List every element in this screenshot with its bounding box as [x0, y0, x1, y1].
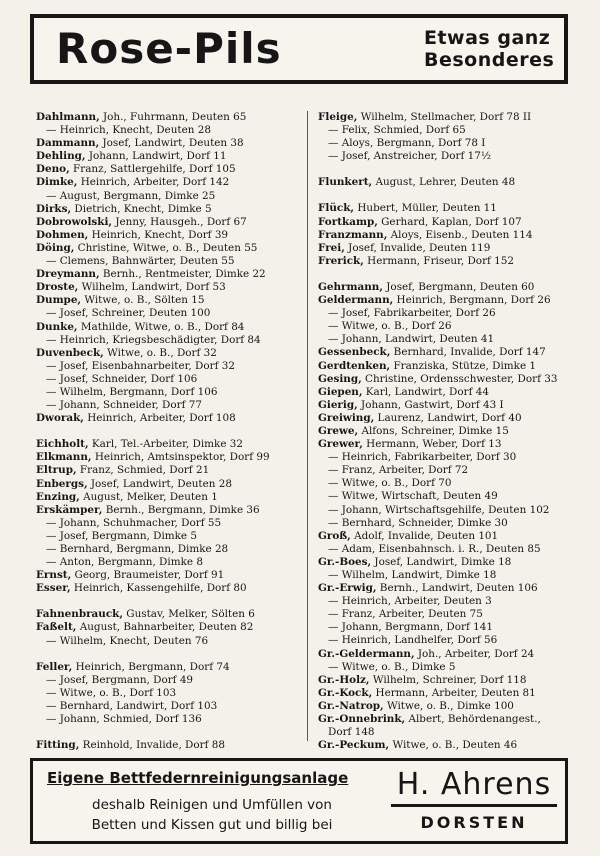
entry-details: Albert, Behördenangest.,: [405, 713, 541, 726]
entry-details: — Josef, Schneider, Dorf 106: [46, 372, 198, 385]
directory-entry: [36, 216, 308, 229]
directory-entry: [318, 464, 590, 477]
entry-surname: Fitting,: [36, 739, 80, 752]
ad-slogan-line-2: Besonderes: [424, 49, 555, 71]
entry-details: — Bernhard, Schneider, Dimke 30: [328, 516, 508, 529]
directory-entry: [36, 176, 308, 189]
entry-surname: Gr.-Onnebrink,: [318, 713, 406, 726]
directory-entry: [36, 111, 308, 124]
entry-surname: Gr.-Natrop,: [318, 699, 384, 712]
entry-surname: Dahlmann,: [36, 111, 100, 123]
entry-surname: Greiwing,: [318, 411, 375, 424]
entry-details: Josef, Invalide, Deuten 119: [344, 241, 491, 254]
entry-details: Heinrich, Kassengehilfe, Dorf 80: [70, 582, 247, 595]
directory-entry: [318, 674, 590, 687]
column-divider: [307, 111, 308, 741]
entry-surname: Ernst,: [36, 569, 72, 582]
directory-entry: [36, 307, 308, 320]
entry-surname: Gerdtenken,: [318, 359, 391, 372]
entry-surname: Flunkert,: [318, 176, 373, 189]
entry-details: — Johann, Bergmann, Dorf 141: [328, 621, 493, 634]
entry-surname: Franzmann,: [318, 228, 388, 241]
entry-details: — Wilhelm, Landwirt, Dimke 18: [328, 569, 497, 581]
entry-surname: Gr.-Peckum,: [318, 739, 390, 752]
entry-surname: Gr.-Holz,: [318, 673, 370, 686]
directory-entry: [36, 242, 308, 255]
directory-entry: [36, 190, 308, 203]
entry-surname: Dreymann,: [36, 268, 100, 281]
entry-surname: Droste,: [36, 281, 79, 294]
directory-entry: [318, 373, 590, 386]
directory-entry: [318, 124, 590, 137]
entry-details: — Johann, Wirtschaftsgehilfe, Deuten 102: [328, 503, 550, 516]
entry-details: Bernhard, Invalide, Dorf 147: [390, 346, 546, 359]
directory-entry: [318, 438, 590, 451]
entry-details: — Wilhelm, Knecht, Deuten 76: [46, 634, 209, 647]
entry-surname: Dumpe,: [36, 294, 82, 307]
entry-details: — Johann, Landwirt, Deuten 41: [328, 333, 495, 346]
entry-details: — Bernhard, Landwirt, Dorf 103: [46, 699, 218, 712]
directory-entry: [318, 687, 590, 700]
entry-details: Heinrich, Bergmann, Dorf 74: [72, 660, 230, 673]
entry-details: Franz, Schmied, Dorf 21: [76, 464, 210, 477]
entry-details: — Felix, Schmied, Dorf 65: [328, 124, 466, 137]
entry-details: Mathilde, Witwe, o. B., Dorf 84: [77, 320, 245, 333]
entry-surname: Feller,: [36, 660, 73, 673]
directory-entry: [318, 320, 590, 333]
directory-entry: [36, 687, 308, 700]
entry-details: Heinrich, Bergmann, Dorf 26: [393, 294, 551, 307]
entry-surname: Frerick,: [318, 254, 364, 267]
directory-entry: [318, 504, 590, 517]
directory-entry: [36, 255, 308, 268]
ad-company-heading: Eigene Bettfedernreinigungsanlage: [47, 769, 349, 787]
bottom-advertisement: [30, 758, 568, 844]
directory-entry: [318, 661, 590, 674]
entry-details: Bernh., Rentmeister, Dimke 22: [99, 268, 266, 281]
directory-entry: [318, 399, 590, 412]
entry-details: Aloys, Eisenb., Deuten 114: [387, 228, 533, 241]
directory-entry: [36, 621, 308, 634]
directory-entry: [318, 648, 590, 661]
entry-details: Adolf, Invalide, Deuten 101: [350, 529, 499, 542]
directory-entry: [36, 360, 308, 373]
entry-details: — Wilhelm, Bergmann, Dorf 106: [46, 385, 218, 398]
entry-details: Karl, Landwirt, Dorf 44: [362, 385, 489, 398]
entry-surname: Gr.-Erwig,: [318, 582, 377, 595]
entry-details: August, Lehrer, Deuten 48: [372, 176, 516, 189]
directory-entry: [318, 700, 590, 713]
entry-details: — Johann, Schmied, Dorf 136: [46, 713, 202, 726]
directory-entry: [36, 137, 308, 150]
ad-slogan: [424, 27, 554, 71]
entry-surname: Gr.-Boes,: [318, 555, 372, 568]
directory-entry: [318, 621, 590, 634]
directory-entry: [318, 255, 590, 268]
directory-entry: [36, 569, 308, 582]
entry-surname: Geldermann,: [318, 294, 394, 307]
entry-details: Witwe, o. B., Dorf 32: [103, 346, 217, 359]
entry-surname: Fleige,: [318, 111, 358, 123]
directory-column-right: [318, 111, 590, 752]
directory-entry: [318, 530, 590, 543]
entry-details: — Franz, Arbeiter, Dorf 72: [328, 464, 469, 477]
entry-details: Wilhelm, Schreiner, Dorf 118: [369, 673, 527, 686]
entry-details: Heinrich, Amtsinspektor, Dorf 99: [91, 451, 270, 464]
entry-details: Heinrich, Arbeiter, Dorf 108: [83, 412, 236, 425]
entry-details: Heinrich, Arbeiter, Dorf 142: [77, 176, 230, 189]
entry-surname: Enbergs,: [36, 477, 88, 490]
directory-entry: [318, 569, 590, 582]
entry-surname: Fortkamp,: [318, 215, 378, 228]
entry-surname: Gierig,: [318, 398, 358, 411]
directory-entry: [36, 268, 308, 281]
entry-surname: Duvenbeck,: [36, 346, 104, 359]
entry-surname: Dobrowolski,: [36, 215, 113, 228]
entry-details: Alfons, Schreiner, Dimke 15: [358, 424, 509, 437]
directory-entry: [318, 543, 590, 556]
entry-details: — Heinrich, Fabrikarbeiter, Dorf 30: [328, 451, 517, 464]
entry-details: Josef, Landwirt, Deuten 38: [99, 137, 244, 150]
entry-surname: Döing,: [36, 241, 75, 254]
entry-details: — Clemens, Bahnwärter, Deuten 55: [46, 255, 235, 268]
entry-details: — Josef, Bergmann, Dimke 5: [46, 529, 197, 542]
entry-details: Witwe, o. B., Dimke 100: [383, 699, 514, 712]
ad-text-line-2: Betten und Kissen gut und billig bei: [91, 817, 333, 833]
entry-surname: Giepen,: [318, 385, 363, 398]
entry-details: — Heinrich, Landhelfer, Dorf 56: [328, 634, 498, 647]
directory-entry: [36, 582, 308, 595]
directory-entry: [36, 491, 308, 504]
entry-details: Bernh., Landwirt, Deuten 106: [376, 582, 538, 595]
entry-details: — August, Bergmann, Dimke 25: [46, 189, 216, 202]
directory-entry: [36, 373, 308, 386]
entry-details: — Aloys, Bergmann, Dorf 78 I: [328, 137, 486, 150]
entry-details: Christine, Ordensschwester, Dorf 33: [361, 372, 558, 385]
entry-details: Reinhold, Invalide, Dorf 88: [79, 739, 225, 752]
entry-details: Witwe, o. B., Sölten 15: [81, 294, 205, 307]
entry-details: Wilhelm, Landwirt, Dorf 53: [78, 281, 226, 294]
entry-details: — Josef, Eisenbahnarbeiter, Dorf 32: [46, 359, 235, 372]
entry-details: Franziska, Stütze, Dimke 1: [390, 359, 537, 372]
directory-entry: [36, 438, 308, 451]
entry-details: — Adam, Eisenbahnsch. i. R., Deuten 85: [328, 542, 541, 555]
entry-surname: Dirks,: [36, 202, 72, 215]
entry-details: Christine, Witwe, o. B., Deuten 55: [74, 241, 258, 254]
entry-surname: Fahnenbrauck,: [36, 608, 123, 621]
entry-details: Franz, Sattlergehilfe, Dorf 105: [69, 163, 236, 176]
entry-details: — Bernhard, Bergmann, Dimke 28: [46, 543, 229, 555]
directory-entry: [318, 281, 590, 294]
directory-entry: [318, 346, 590, 359]
directory-entry: [36, 478, 308, 491]
entry-details: Johann, Landwirt, Dorf 11: [85, 150, 227, 163]
directory-entry: [36, 517, 308, 530]
entry-details: — Johann, Schneider, Dorf 77: [46, 399, 202, 412]
entry-details: — Franz, Arbeiter, Deuten 75: [328, 608, 483, 621]
directory-entry: [318, 739, 590, 752]
entry-details: — Witwe, o. B., Dimke 5: [328, 660, 456, 673]
entry-surname: Groß,: [318, 529, 351, 542]
entry-details: Heinrich, Knecht, Dorf 39: [88, 228, 229, 241]
directory-entry: [318, 176, 590, 189]
entry-details: Hubert, Müller, Deuten 11: [354, 202, 497, 215]
directory-entry: [36, 412, 308, 425]
entry-surname: Faßelt,: [36, 621, 77, 634]
entry-details: Dorf 148: [328, 726, 375, 739]
directory-entry: [36, 608, 308, 621]
entry-details: — Josef, Fabrikarbeiter, Dorf 26: [328, 307, 496, 320]
entry-details: Dietrich, Knecht, Dimke 5: [71, 202, 212, 215]
directory-entry: [36, 674, 308, 687]
directory-entry: [36, 347, 308, 360]
directory-entry: [318, 517, 590, 530]
directory-entry: [36, 229, 308, 242]
entry-details: — Josef, Bergmann, Dorf 49: [46, 673, 194, 686]
entry-details: August, Melker, Deuten 1: [79, 490, 218, 503]
directory-entry: [36, 543, 308, 556]
ad-text-line-1: deshalb Reinigen und Umfüllen von: [92, 797, 332, 813]
directory-entry: [36, 150, 308, 163]
directory-entry: [36, 464, 308, 477]
ad-owner-name: H. Ahrens: [391, 767, 557, 807]
directory-entry: [36, 321, 308, 334]
entry-details: Josef, Landwirt, Deuten 28: [87, 477, 232, 490]
directory-entry: [318, 556, 590, 569]
entry-surname: Eichholt,: [36, 438, 89, 451]
directory-entry: [36, 386, 308, 399]
entry-details: August, Bahnarbeiter, Deuten 82: [76, 621, 254, 634]
directory-entry: [36, 661, 308, 674]
directory-entry: [36, 334, 308, 347]
directory-entry: [36, 163, 308, 176]
directory-entry: [36, 203, 308, 216]
entry-details: — Witwe, o. B., Dorf 103: [46, 686, 177, 699]
entry-surname: Enzing,: [36, 490, 80, 503]
directory-entry: [318, 582, 590, 595]
directory-entry: [36, 294, 308, 307]
entry-surname: Eltrup,: [36, 464, 77, 477]
directory-entry: [318, 137, 590, 150]
entry-details: — Heinrich, Arbeiter, Deuten 3: [328, 595, 492, 608]
directory-entry: [36, 504, 308, 517]
entry-surname: Gr.-Geldermann,: [318, 647, 415, 660]
entry-details: Josef, Bergmann, Deuten 60: [382, 280, 535, 293]
entry-details: Josef, Landwirt, Dimke 18: [371, 555, 512, 568]
entry-details: Karl, Tel.-Arbeiter, Dimke 32: [88, 438, 244, 451]
entry-surname: Esser,: [36, 582, 71, 595]
directory-entry: [318, 150, 590, 163]
directory-entry: [318, 216, 590, 229]
directory-entry: [36, 635, 308, 648]
directory-entry: [318, 386, 590, 399]
entry-details: Bernh., Bergmann, Dimke 36: [102, 503, 260, 516]
ad-brand-name: Rose-Pils: [56, 24, 282, 73]
entry-surname: Gr.-Kock,: [318, 686, 373, 699]
directory-entry: [318, 242, 590, 255]
entry-surname: Elkmann,: [36, 451, 92, 464]
directory-entry: [318, 229, 590, 242]
entry-surname: Grewer,: [318, 438, 363, 451]
directory-entry: [318, 111, 590, 124]
entry-details: — Witwe, Wirtschaft, Deuten 49: [328, 490, 498, 503]
entry-details: Joh., Fuhrmann, Deuten 65: [99, 111, 247, 123]
entry-details: Witwe, o. B., Deuten 46: [389, 739, 518, 752]
entry-details: Joh., Arbeiter, Dorf 24: [414, 647, 535, 660]
entry-details: — Heinrich, Knecht, Deuten 28: [46, 124, 211, 137]
entry-surname: Dehling,: [36, 150, 86, 163]
entry-details: — Josef, Schreiner, Deuten 100: [46, 307, 211, 320]
ad-city: DORSTEN: [420, 813, 528, 832]
directory-column-left: [36, 111, 308, 752]
directory-entry: [318, 595, 590, 608]
ad-slogan-line-1: Etwas ganz: [424, 27, 551, 49]
entry-surname: Gesing,: [318, 372, 362, 385]
directory-entry: [318, 713, 590, 726]
directory-entry: [36, 700, 308, 713]
entry-details: Gustav, Melker, Sölten 6: [123, 608, 255, 621]
directory-entry: [318, 412, 590, 425]
entry-details: Laurenz, Landwirt, Dorf 40: [374, 411, 522, 424]
directory-entry: [318, 333, 590, 346]
entry-details: — Witwe, o. B., Dorf 26: [328, 320, 452, 333]
entry-surname: Dammann,: [36, 137, 100, 150]
directory-entry: [36, 556, 308, 569]
entry-surname: Grewe,: [318, 424, 359, 437]
entry-details: — Heinrich, Kriegsbeschädigter, Dorf 84: [46, 333, 261, 346]
directory-entry: [318, 425, 590, 438]
entry-details: — Witwe, o. B., Dorf 70: [328, 477, 452, 490]
directory-entry: [318, 360, 590, 373]
entry-surname: Dimke,: [36, 176, 78, 189]
top-advertisement: [30, 14, 568, 84]
directory-entry: [36, 713, 308, 726]
directory-entry: [318, 307, 590, 320]
entry-details: Wilhelm, Stellmacher, Dorf 78 II: [357, 111, 532, 123]
directory-entry: [318, 490, 590, 503]
directory-entry: [36, 739, 308, 752]
entry-details: Jenny, Hausgeh., Dorf 67: [112, 215, 247, 228]
entry-surname: Dworak,: [36, 412, 84, 425]
entry-surname: Frei,: [318, 241, 345, 254]
directory-entry: [36, 451, 308, 464]
entry-surname: Deno,: [36, 163, 70, 176]
entry-surname: Gessenbeck,: [318, 346, 391, 359]
directory-entry: [318, 294, 590, 307]
directory-entry: [318, 477, 590, 490]
entry-surname: Flück,: [318, 202, 355, 215]
entry-details: Hermann, Arbeiter, Deuten 81: [372, 686, 536, 699]
directory-entry: [318, 451, 590, 464]
entry-surname: Erskämper,: [36, 503, 103, 516]
entry-details: Hermann, Friseur, Dorf 152: [363, 254, 515, 267]
directory-entry: [36, 124, 308, 137]
entry-details: — Johann, Schuhmacher, Dorf 55: [46, 516, 222, 529]
directory-entry: [318, 202, 590, 215]
directory-entry: [36, 530, 308, 543]
entry-details: Georg, Braumeister, Dorf 91: [71, 569, 225, 582]
entry-surname: Dohmen,: [36, 228, 89, 241]
entry-details: Johann, Gastwirt, Dorf 43 I: [357, 398, 504, 411]
entry-details: — Josef, Anstreicher, Dorf 17½: [328, 150, 491, 163]
directory-entry: [318, 608, 590, 621]
entry-details: Gerhard, Kaplan, Dorf 107: [377, 215, 522, 228]
entry-details: Hermann, Weber, Dorf 13: [362, 438, 502, 451]
directory-entry: [36, 281, 308, 294]
directory-entry: [318, 634, 590, 647]
directory-entry: [36, 399, 308, 412]
entry-surname: Dunke,: [36, 320, 78, 333]
entry-surname: Gehrmann,: [318, 280, 383, 293]
directory-entry: [318, 726, 590, 739]
entry-details: — Anton, Bergmann, Dimke 8: [46, 556, 203, 569]
